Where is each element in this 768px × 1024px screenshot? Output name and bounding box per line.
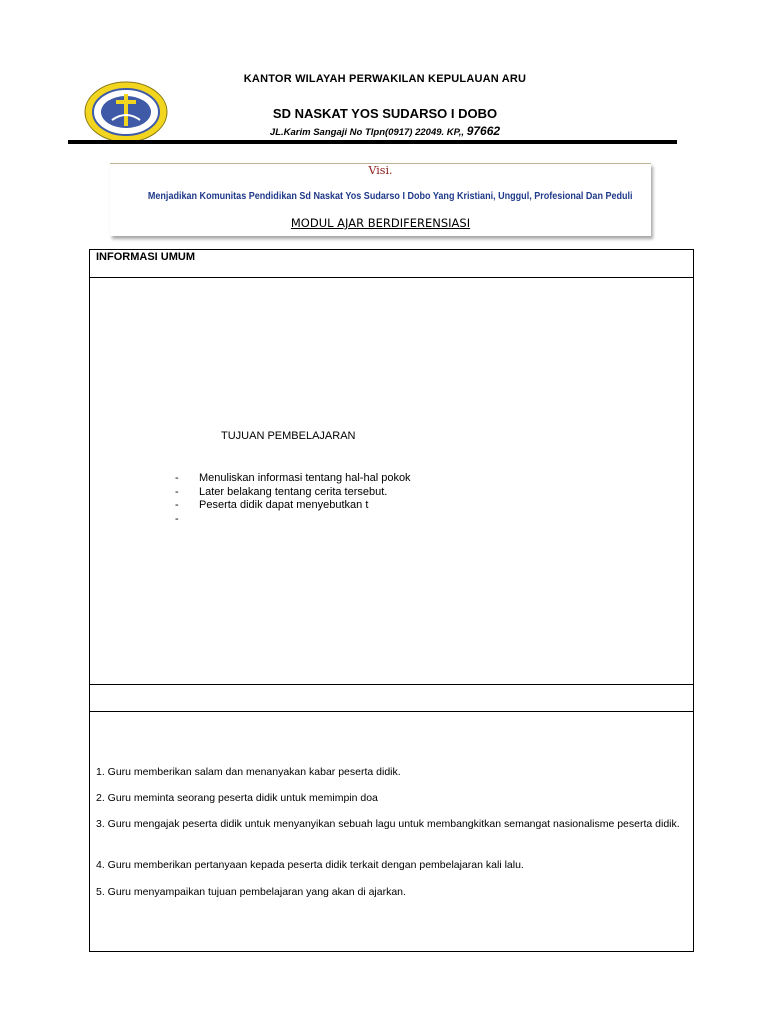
module-title: MODUL AJAR BERDIFERENSIASI (290, 216, 471, 230)
activity-item: 5. Guru menyampaikan tujuan pembelajaran yang akan di ajarkan. (96, 886, 406, 898)
objective-bullet: - (175, 472, 179, 484)
vision-heading: Visi. (368, 164, 393, 177)
header-divider (68, 140, 677, 144)
empty-cell (89, 684, 694, 712)
general-info-label: INFORMASI UMUM (96, 251, 195, 263)
school-logo (84, 80, 168, 144)
objective-bullet: - (175, 513, 179, 525)
school-address (180, 124, 590, 138)
objective-bullet: - (175, 486, 179, 498)
postal-code: 97662 (466, 124, 501, 138)
vision-statement: Menjadikan Komunitas Pendidikan Sd Naskat Yos Sudarso I Dobo Yang Kristiani, Unggul, Profesional Dan Peduli (147, 190, 633, 202)
activity-item: 2. Guru meminta seorang peserta didik untuk memimpin doa (96, 792, 378, 804)
school-name: SD NASKAT YOS SUDARSO I DOBO (272, 106, 498, 121)
activity-item: 4. Guru memberikan pertanyaan kepada peserta didik terkait dengan pembelajaran kali lalu. (96, 859, 524, 871)
objectives-label: TUJUAN PEMBELAJARAN (221, 430, 356, 442)
address-text: JL.Karim Sangaji No Tlpn(0917) 22049. KP,, (269, 127, 465, 138)
objective-bullet: - (175, 499, 179, 511)
office-name: KANTOR WILAYAH PERWAKILAN KEPULAUAN ARU (243, 73, 527, 85)
objective-item: Later belakang tentang cerita tersebut. (199, 486, 388, 498)
activity-item: 1. Guru memberikan salam dan menanyakan kabar peserta didik. (96, 766, 401, 778)
objective-item: Menuliskan informasi tentang hal-hal pokok (199, 472, 411, 484)
objective-item: Peserta didik dapat menyebutkan t (199, 499, 369, 511)
activity-item: 3. Guru mengajak peserta didik untuk menyanyikan sebuah lagu untuk membangkitkan semangat nasionalisme peserta didik. (96, 818, 680, 830)
